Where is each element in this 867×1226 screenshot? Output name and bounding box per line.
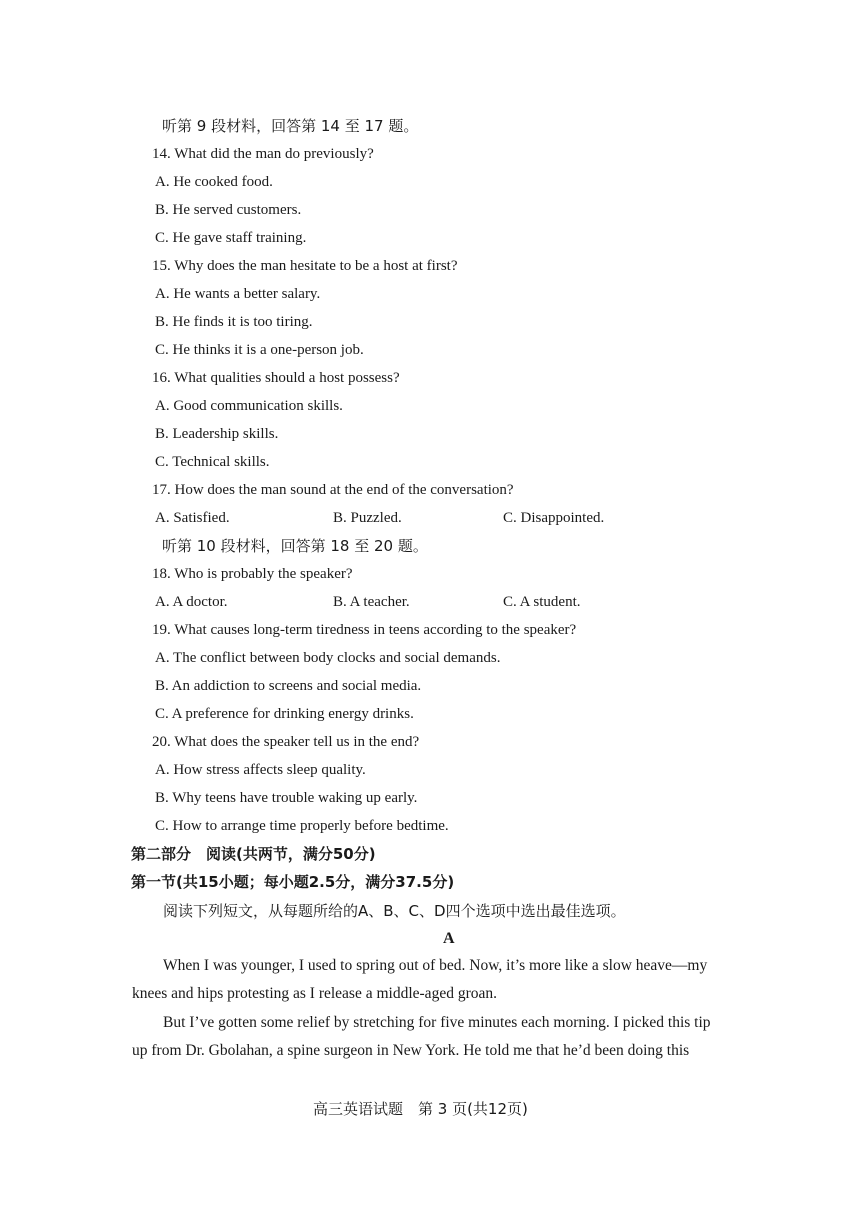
option-18c: C. A student. — [503, 594, 581, 610]
passage-a-paragraph-1-line-1: When I was younger, I used to spring out of bed. Now, it’s more like a slow heave—my — [163, 957, 708, 974]
option-19b: B. An addiction to screens and social media. — [155, 678, 422, 694]
option-19c: C. A preference for drinking energy drinks. — [155, 706, 414, 722]
option-17c: C. Disappointed. — [503, 510, 605, 526]
passage-a-paragraph-2-line-1: But I’ve gotten some relief by stretching for five minutes each morning. I picked this tip — [163, 1014, 711, 1031]
option-14b: B. He served customers. — [155, 202, 302, 218]
option-14c: C. He gave staff training. — [155, 230, 307, 246]
page-footer: 高三英语试题 第 3 页(共12页) — [313, 1100, 528, 1118]
option-17b: B. Puzzled. — [333, 510, 402, 526]
option-18a: A. A doctor. — [155, 594, 228, 610]
option-16b: B. Leadership skills. — [155, 426, 279, 442]
option-20a: A. How stress affects sleep quality. — [155, 762, 366, 778]
option-18b: B. A teacher. — [333, 594, 410, 610]
question-16: 16. What qualities should a host possess? — [152, 370, 400, 386]
option-20c: C. How to arrange time properly before bedtime. — [155, 818, 449, 834]
option-15c: C. He thinks it is a one-person job. — [155, 342, 364, 358]
question-14: 14. What did the man do previously? — [152, 146, 374, 162]
question-20: 20. What does the speaker tell us in the end? — [152, 734, 420, 750]
section-one-title: 第一节(共15小题；每小题2.5分，满分37.5分) — [131, 873, 455, 891]
passage-label: A — [443, 930, 455, 947]
option-16a: A. Good communication skills. — [155, 398, 343, 414]
option-15b: B. He finds it is too tiring. — [155, 314, 313, 330]
option-16c: C. Technical skills. — [155, 454, 270, 470]
part-two-title: 第二部分 阅读(共两节，满分50分) — [131, 845, 376, 863]
passage-a-paragraph-2-line-2: up from Dr. Gbolahan, a spine surgeon in New York. He told me that he’d been doing this — [132, 1042, 690, 1059]
question-17: 17. How does the man sound at the end of the conversation? — [152, 482, 514, 498]
listening-intro-9: 听第 9 段材料，回答第 14 至 17 题。 — [162, 117, 419, 135]
question-19: 19. What causes long-term tiredness in teens according to the speaker? — [152, 622, 577, 638]
reading-instruction: 阅读下列短文，从每题所给的A、B、C、D四个选项中选出最佳选项。 — [163, 902, 626, 920]
option-14a: A. He cooked food. — [155, 174, 273, 190]
option-19a: A. The conflict between body clocks and social demands. — [155, 650, 501, 666]
question-18: 18. Who is probably the speaker? — [152, 566, 353, 582]
option-15a: A. He wants a better salary. — [155, 286, 321, 302]
option-20b: B. Why teens have trouble waking up early. — [155, 790, 418, 806]
question-15: 15. Why does the man hesitate to be a host at first? — [152, 258, 458, 274]
passage-a-paragraph-1-line-2: knees and hips protesting as I release a middle-aged groan. — [132, 985, 497, 1002]
option-17a: A. Satisfied. — [155, 510, 230, 526]
listening-intro-10: 听第 10 段材料，回答第 18 至 20 题。 — [162, 537, 428, 555]
